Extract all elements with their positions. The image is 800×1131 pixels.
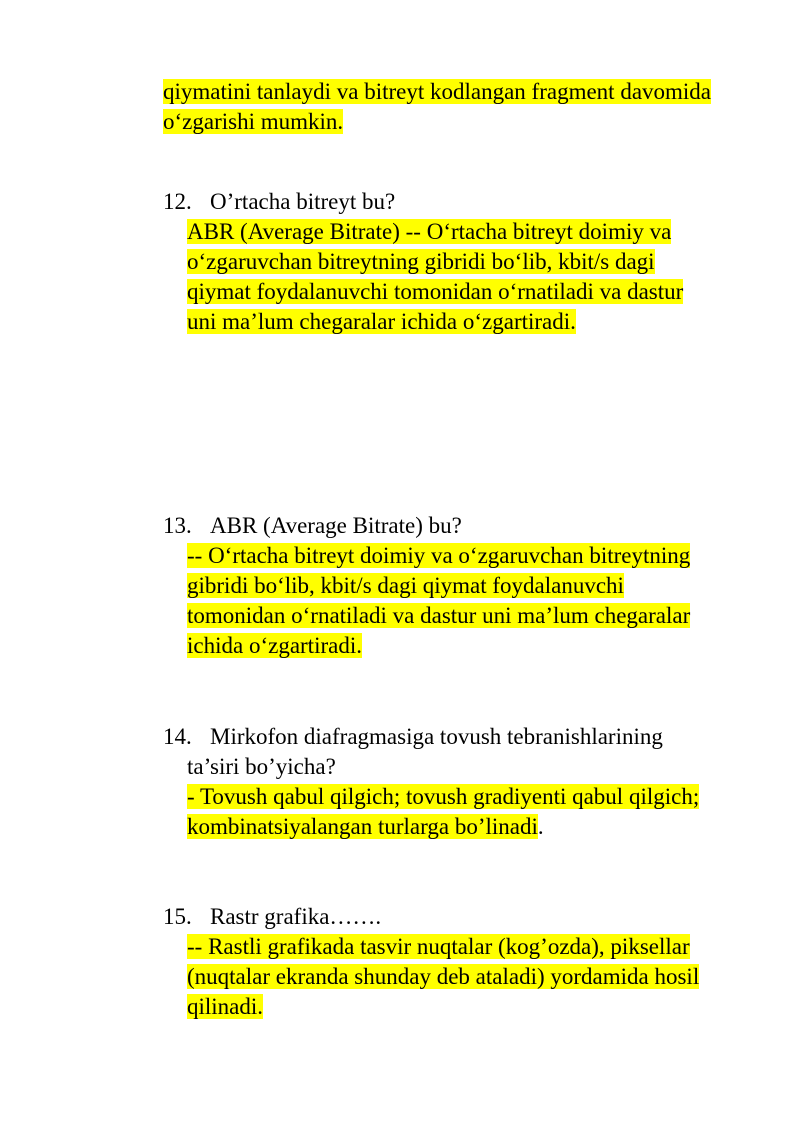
answer-line [187,782,699,812]
answer-line [187,962,699,992]
highlighted-text: -- O‘rtacha bitreyt doimiy va o‘zgaruvchan bitreytning [187,543,691,568]
answer-line [187,307,576,337]
highlighted-text: ichida o‘zgartiradi. [187,633,362,658]
answer-line [187,247,655,277]
highlighted-text: qiymatini tanlaydi va bitreyt kodlangan fragment davomida [163,79,712,104]
question-number: 14. [163,724,192,749]
highlighted-text: - Tovush qabul qilgich; tovush gradiyenti qabul qilgich; [187,784,700,809]
highlighted-text: qiymat foydalanuvchi tomonidan o‘rnatiladi va dastur [187,279,684,304]
answer-line [187,601,690,631]
highlighted-text: gibridi bo‘lib, kbit/s dagi qiymat foydalanuvchi [187,573,624,598]
question-number: 13. [163,513,192,538]
answer-line [187,631,362,661]
answer-line [187,932,690,962]
highlighted-text: kombinatsiyalangan turlarga bo’linadi [187,814,538,839]
highlighted-text: o‘zgaruvchan bitreytning gibridi bo‘lib, kbit/s dagi [187,249,655,274]
question-text: ta’siri bo’yicha? [187,754,336,779]
highlighted-text: ABR (Average Bitrate) -- O‘rtacha bitreyt doimiy va [187,219,672,244]
question-number: 15. [163,904,192,929]
answer-line [187,812,544,842]
highlighted-text: tomonidan o‘rnatiladi va dastur uni ma’lum chegaralar [187,603,691,628]
trailing-period: . [537,814,544,839]
intro-line [163,77,711,107]
intro-line [163,107,343,137]
question-number: 12. [163,189,192,214]
question-text: ABR (Average Bitrate) bu? [210,513,462,538]
question-text: O’rtacha bitreyt bu? [210,189,396,214]
highlighted-text: (nuqtalar ekranda shunday deb ataladi) yordamida hosil [187,964,700,989]
highlighted-text: qilinadi. [187,994,264,1019]
answer-line [187,992,263,1022]
answer-line [187,571,624,601]
question-text: Rastr grafika……. [210,904,382,929]
answer-line [187,277,683,307]
question-text: Mirkofon diafragmasiga tovush tebranishlarining [210,724,663,749]
highlighted-text: -- Rastli grafikada tasvir nuqtalar (kog’ozda), piksellar [187,934,690,959]
highlighted-text: o‘zgarishi mumkin. [163,109,344,134]
answer-line [187,541,690,571]
answer-line [187,217,671,247]
highlighted-text: uni ma’lum chegaralar ichida o‘zgartiradi. [187,309,576,334]
